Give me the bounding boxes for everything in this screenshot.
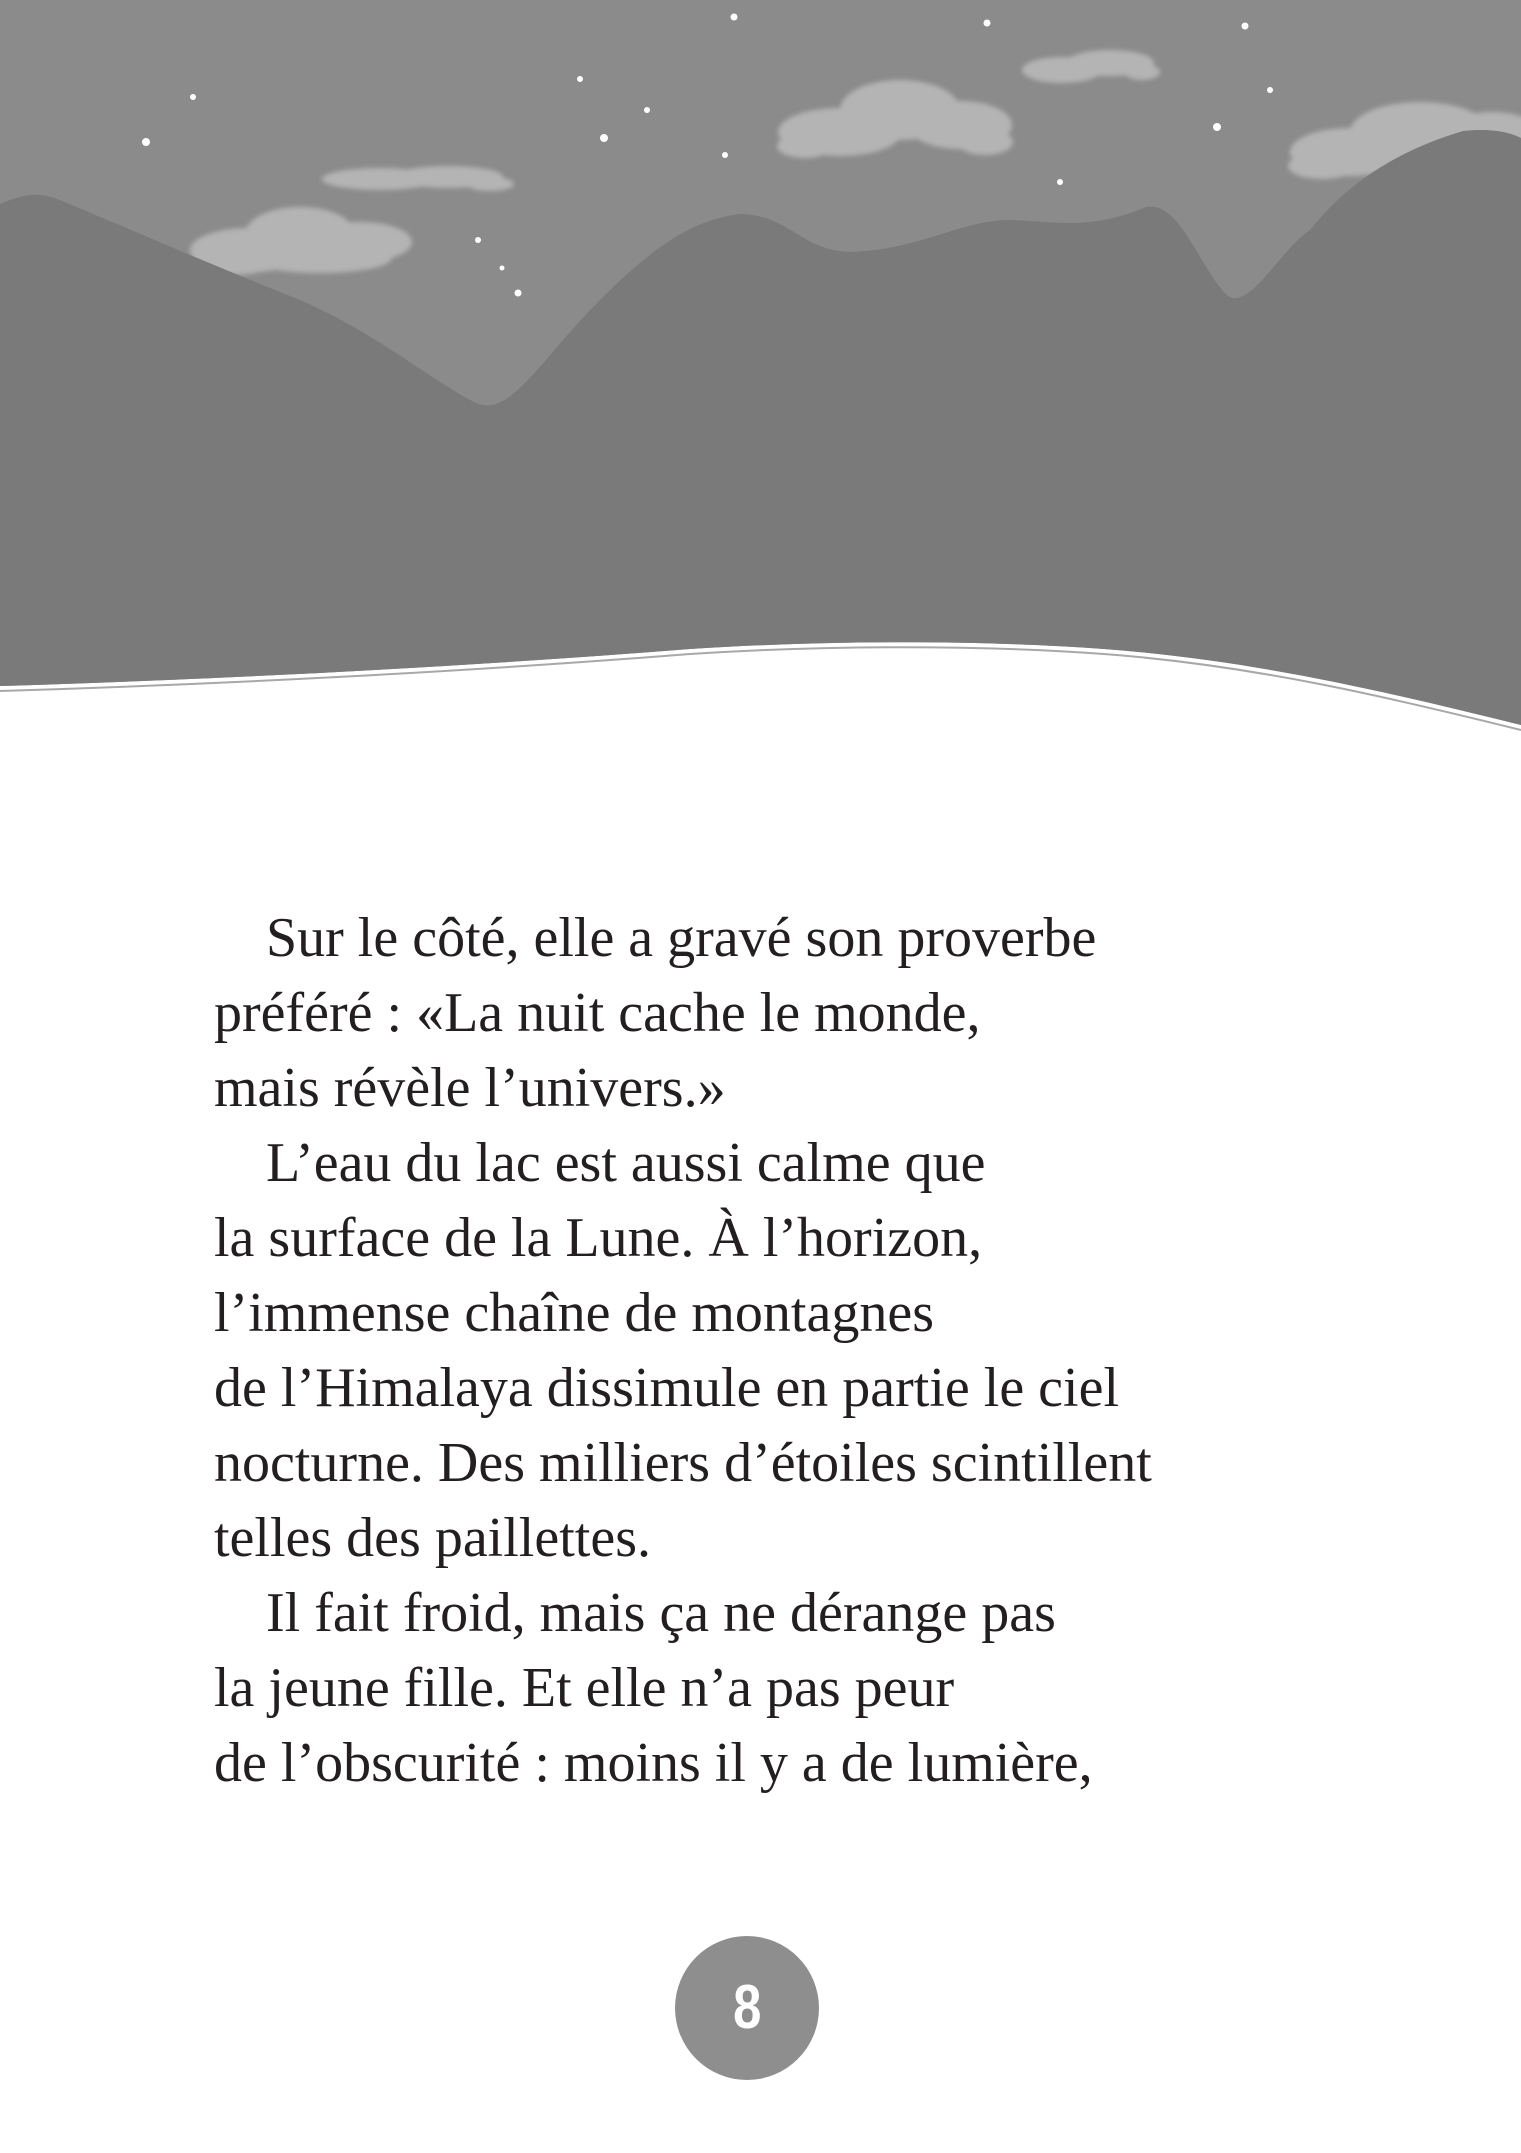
text-line: la jeune fille. Et elle n’a pas peur: [214, 1657, 955, 1719]
star: [984, 20, 991, 27]
text-line: l’immense chaîne de montagnes: [214, 1282, 934, 1344]
star: [731, 14, 738, 21]
text-line: préféré : «La nuit cache le monde,: [214, 982, 981, 1044]
page-number: 8: [732, 1973, 762, 2042]
star: [1057, 179, 1063, 185]
paragraph: [214, 1576, 1434, 1801]
body-text: [214, 901, 1434, 1801]
text-line: mais révèle l’univers.»: [214, 1057, 726, 1119]
star: [142, 138, 150, 146]
cloud: [322, 166, 514, 191]
text-line: la surface de la Lune. À l’horizon,: [214, 1207, 983, 1269]
text-line: Sur le côté, elle a gravé son proverbe: [266, 907, 1097, 969]
star: [600, 134, 608, 142]
paragraph: [214, 901, 1434, 1126]
star: [475, 237, 481, 243]
text-line: telles des paillettes.: [214, 1507, 651, 1569]
text-line: nocturne. Des milliers d’étoiles scintillent: [214, 1432, 1152, 1494]
star: [644, 107, 650, 113]
star: [722, 152, 728, 158]
page-number-badge: [675, 1936, 819, 2080]
text-line: de l’obscurité : moins il y a de lumière,: [214, 1732, 1093, 1794]
star: [577, 76, 583, 82]
star: [1213, 123, 1221, 131]
night-mountains-illustration: [0, 0, 1521, 740]
text-line: de l’Himalaya dissimule en partie le ciel: [214, 1357, 1119, 1419]
star: [190, 94, 196, 100]
star: [500, 266, 505, 271]
text-line: Il fait froid, mais ça ne dérange pas: [266, 1582, 1056, 1644]
paragraph: [214, 1126, 1434, 1576]
text-line: L’eau du lac est aussi calme que: [266, 1132, 986, 1194]
star: [515, 290, 522, 297]
star: [1267, 87, 1273, 93]
star: [1242, 23, 1249, 30]
